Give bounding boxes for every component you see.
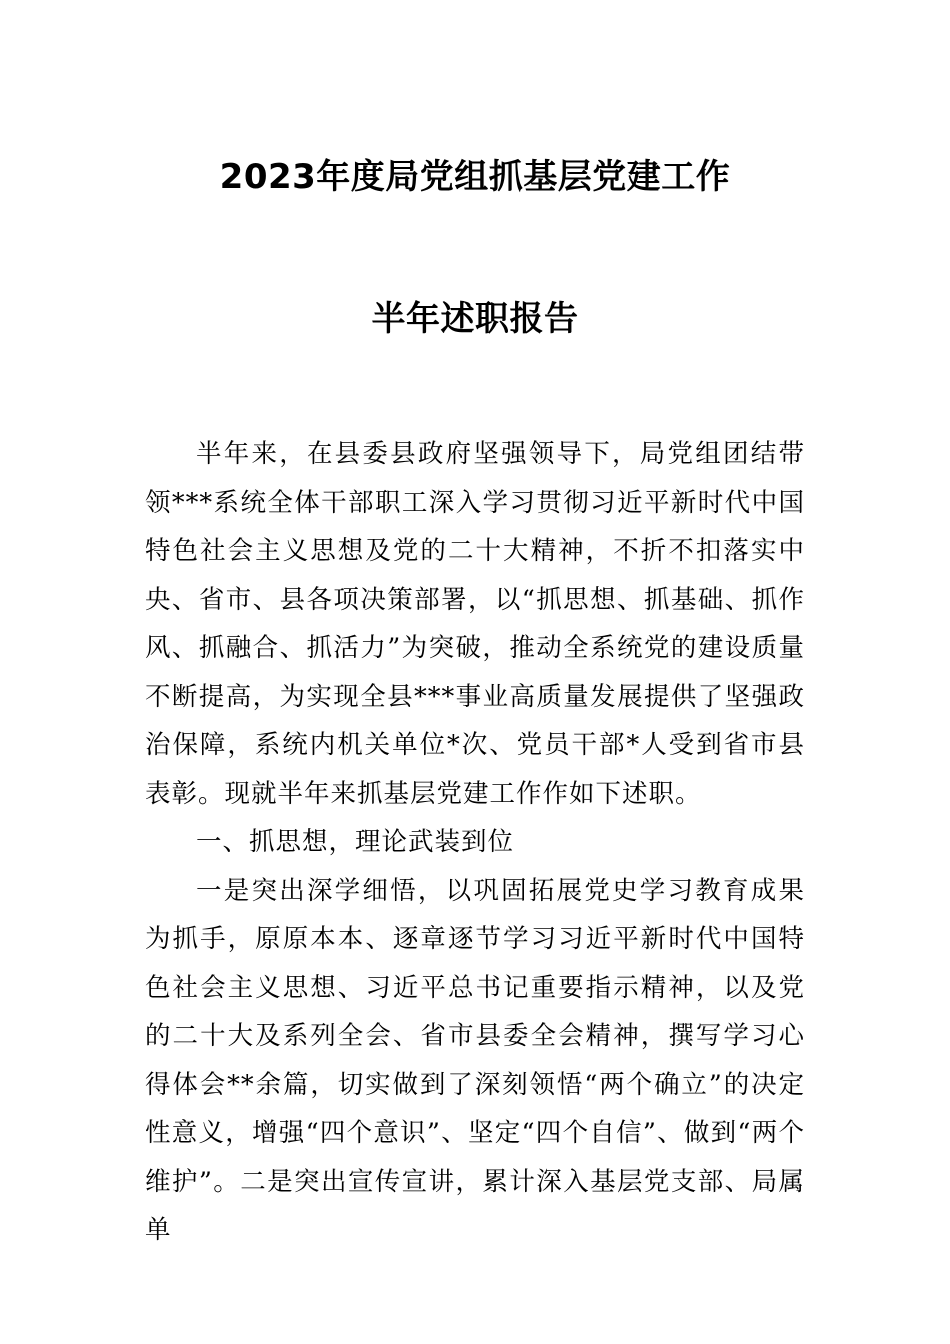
section-heading-1: 一、抓思想，理论武装到位 bbox=[196, 827, 515, 857]
intro-paragraph: 半年来，在县委县政府坚强领导下，局党组团结带领***系统全体干部职工深入学习贯彻习近平新时代中国特色社会主义思想及党的二十大精神，不折不扣落实中央、省市、县各项决策部署，以“抓思想、抓基础、抓作风、抓融合、抓活力”为突破，推动全系统党的建设质量不断提高，为实现全县***事业高质量发展提供了坚强政治保障，系统内机关单位*次、党员干部*人受到省市县表彰。现就半年来抓基层党建工作作如下述职。 bbox=[145, 439, 805, 809]
document-body bbox=[145, 430, 805, 1255]
document-title-line-1: 2023年度局党组抓基层党建工作 bbox=[219, 157, 731, 197]
section-1-paragraph: 一是突出深学细悟，以巩固拓展党史学习教育成果为抓手，原原本本、逐章逐节学习习近平新时代中国特色社会主义思想、习近平总书记重要指示精神，以及党的二十大及系列全会、省市县委全会精神，撰写学习心得体会**余篇，切实做到了深刻领悟“两个确立”的决定性意义，增强“四个意识”、坚定“四个自信”、做到“两个维护”。二是突出宣传宣讲，累计深入基层党支部、局属单 bbox=[145, 875, 805, 1245]
document-title-line-2: 半年述职报告 bbox=[371, 299, 579, 339]
